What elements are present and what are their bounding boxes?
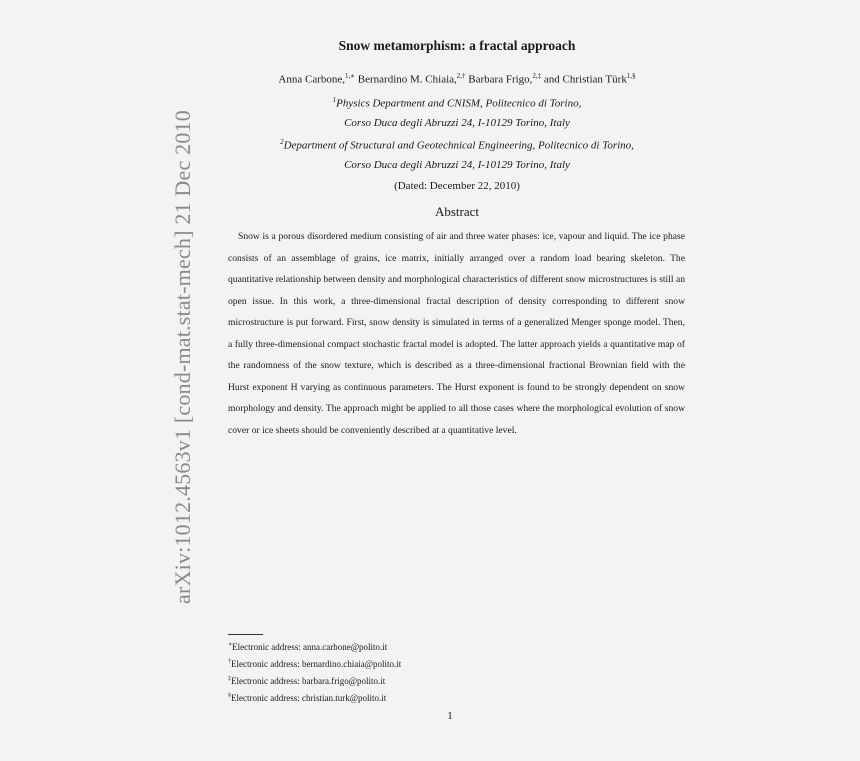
page-number: 1 xyxy=(447,710,453,722)
footnote-mark: ‡ xyxy=(228,676,231,682)
author-affiliation-mark: 2,† xyxy=(456,72,466,80)
author-name: Barbara Frigo, xyxy=(468,73,533,86)
affiliation-text: Corso Duca degli Abruzzi 24, I-10129 Torino, Italy xyxy=(344,117,570,129)
footnote-mark: ∗ xyxy=(228,642,233,648)
arxiv-identifier-stamp: arXiv:1012.4563v1 [cond-mat.stat-mech] 21 Dec 2010 xyxy=(170,110,195,604)
footnote-text: Electronic address: bernardino.chiaia@polito.it xyxy=(231,659,402,669)
footnote-mark: † xyxy=(228,659,231,665)
author-affiliation-mark: 1,§ xyxy=(626,72,636,80)
footnote-text: Electronic address: anna.carbone@polito.it xyxy=(232,642,388,652)
author-list xyxy=(228,72,686,86)
paper-title: Snow metamorphism: a fractal approach xyxy=(338,38,576,53)
author-name: Anna Carbone, xyxy=(278,73,346,86)
author-name: and Christian Türk xyxy=(543,73,627,86)
affiliation-line xyxy=(228,96,686,110)
affiliation-mark: 1 xyxy=(332,96,337,104)
footnote-text: Electronic address: barbara.frigo@polito.it xyxy=(231,676,386,686)
footnote-text: Electronic address: christian.turk@polito.it xyxy=(231,693,387,703)
author-name: Bernardino M. Chiaia, xyxy=(357,73,457,86)
affiliation-text: Corso Duca degli Abruzzi 24, I-10129 Torino, Italy xyxy=(344,159,570,171)
author-affiliation-mark: 1,∗ xyxy=(345,72,356,80)
affiliation-line xyxy=(228,138,686,152)
footnote xyxy=(228,672,401,689)
affiliation-mark: 2 xyxy=(280,138,284,146)
affiliation-text: Physics Department and CNISM, Politecnico di Torino, xyxy=(336,97,582,110)
affiliation-line xyxy=(228,117,686,129)
footnote xyxy=(228,689,401,706)
footnote xyxy=(228,638,401,655)
footnote-rule xyxy=(228,634,263,635)
footnotes xyxy=(228,638,401,706)
abstract-heading: Abstract xyxy=(434,204,480,219)
abstract-body: Snow is a porous disordered medium consisting of air and three water phases: ice, vapour and liquid. The ice phase consists of an assemblage of grains, ice matrix, initially arranged over a random load bearing skeleton. The quantitative relationship between density and morphological characteristics of different snow microstructures is still an open issue. In this work, a three-dimensional fractal description of density corresponding to different snow microstructure is put forward. First, snow density is simulated in terms of a generalized Menger sponge model. Then, a fully three-dimensional compact stochastic fractal model is adopted. The latter approach yields a quantitative map of the randomness of the snow texture, which is described as a three-dimensional fractional Brownian field with the Hurst exponent H varying as continuous parameters. The Hurst exponent is found to be strongly dependent on snow morphology and density. The approach might be applied to all those cases where the morphological evolution of snow cover or ice sheets should be conveniently described at a quantitative level. xyxy=(228,231,685,436)
author-affiliation-mark: 2,‡ xyxy=(532,72,542,80)
dated-line: (Dated: December 22, 2010) xyxy=(394,180,520,192)
footnote-mark: § xyxy=(228,693,231,699)
affiliation-text: Department of Structural and Geotechnical Engineering, Politecnico di Torino, xyxy=(283,139,634,152)
footnote xyxy=(228,655,401,672)
affiliation-line xyxy=(228,159,686,171)
